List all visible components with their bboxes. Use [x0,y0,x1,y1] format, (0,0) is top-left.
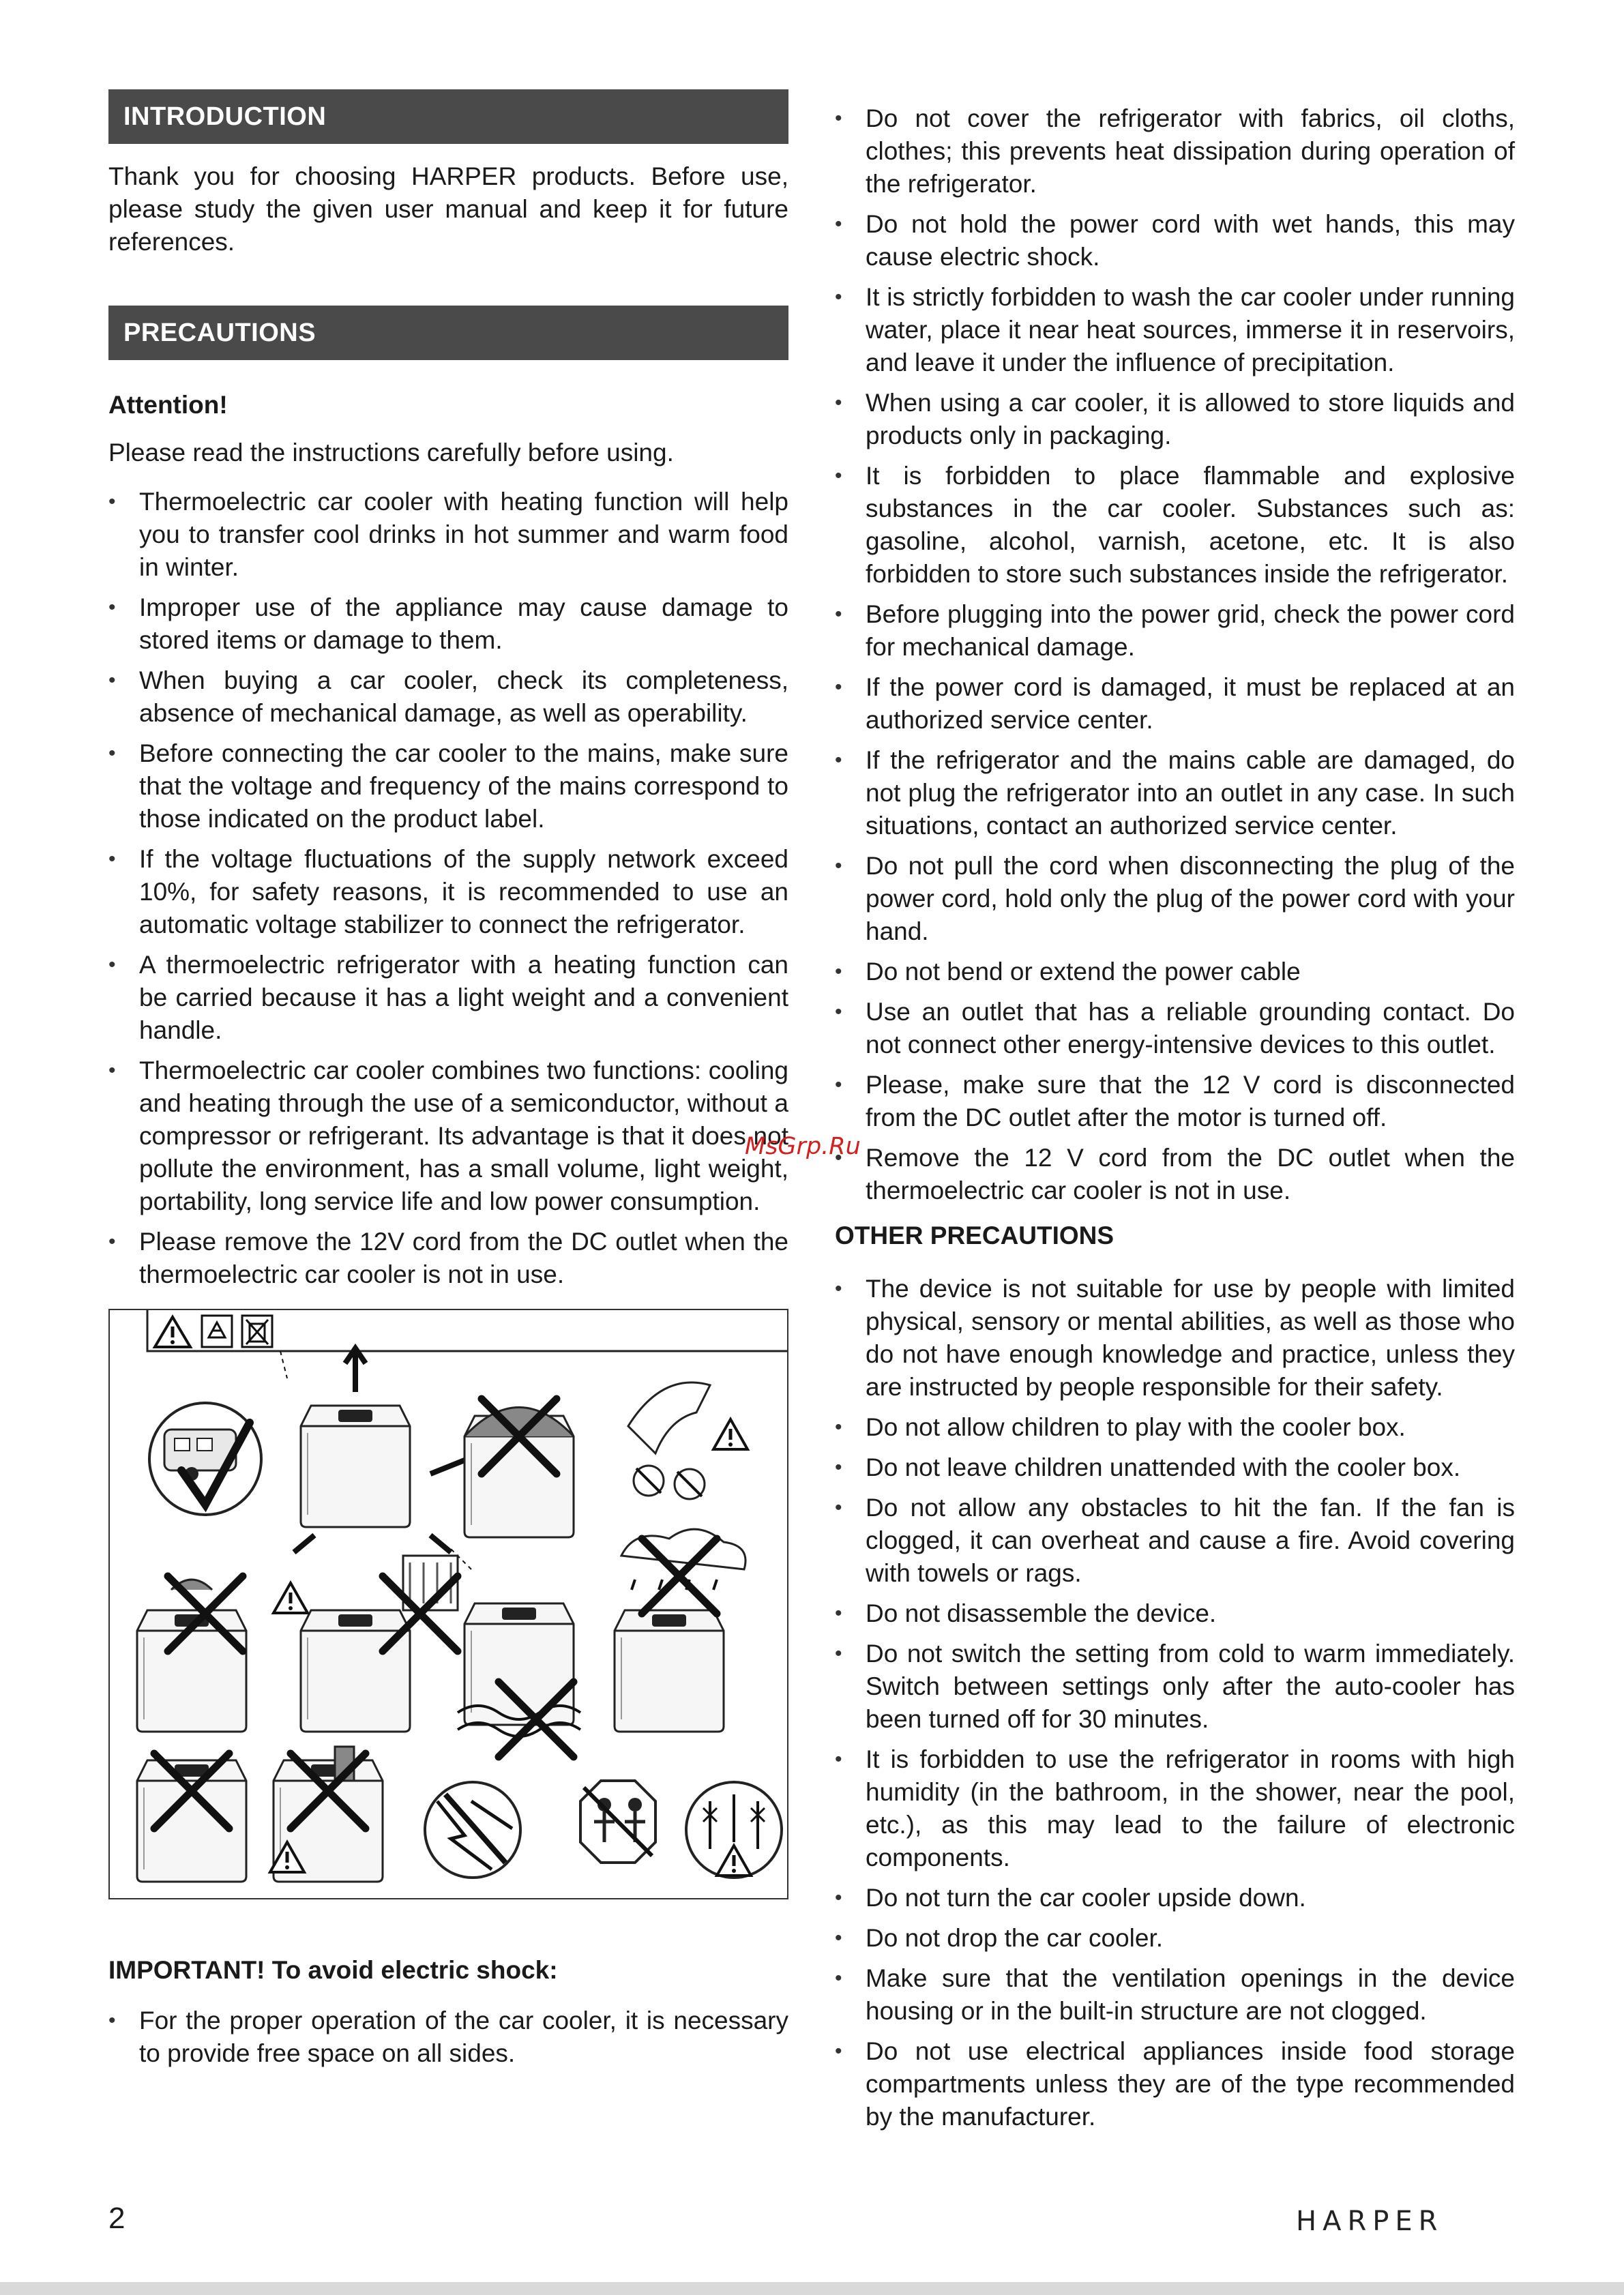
shock-heading: IMPORTANT! To avoid electric shock: [108,1956,558,1984]
shock-list-left [108,2004,788,2070]
list-item: • Make sure that the ventilation openings in the device housing or in the built-in structure are not clogged. [835,1962,1515,2028]
list-item: • Do not bend or extend the power cable [835,956,1515,988]
list-item: • A thermoelectric refrigerator with a heating function can be carried because it has a light weight and a convenient handle. [108,949,788,1047]
list-item: • Do not disassemble the device. [835,1597,1515,1630]
no-immerse-pictogram [458,1603,580,1757]
list-item: • For the proper operation of the car cooler, it is necessary to provide free space on all sides. [108,2004,788,2070]
list-item: • When using a car cooler, it is allowed to store liquids and products only in packaging. [835,387,1515,452]
no-liquids-pictogram [137,1576,246,1732]
list-item: • It is strictly forbidden to wash the car cooler under running water, place it near heat sources, immerse it in reservoirs, and leave it under the influence of precipitation. [835,281,1515,379]
list-item: • Please, make sure that the 12 V cord is disconnected from the DC outlet after the motor is turned off. [835,1069,1515,1134]
introduction-heading: INTRODUCTION [108,89,788,144]
no-cover-pictogram [464,1399,574,1537]
precautions-heading: PRECAUTIONS [108,306,788,360]
brand-logo: HARPER [1296,2206,1444,2237]
list-item: • Remove the 12 V cord from the DC outlet when the thermoelectric car cooler is not in use. [835,1142,1515,1207]
list-item: • Do not pull the cord when disconnecting the plug of the power cord, hold only the plug of the power cord with your hand. [835,850,1515,948]
list-item: • If the power cord is damaged, it must be replaced at an authorized service center. [835,671,1515,737]
list-item: • When buying a car cooler, check its completeness, absence of mechanical damage, as well as operability. [108,664,788,730]
camper-ok-pictogram [149,1403,261,1515]
list-item: • It is forbidden to use the refrigerator in rooms with high humidity (in the bathroom, in the shower, near the pool, etc.), as this may lead to the failure of electronic components. [835,1743,1515,1874]
no-upside-down-pictogram [137,1753,246,1882]
list-item: • Thermoelectric car cooler combines two functions: cooling and heating through the use of a semiconductor, without a compressor or refrigerant. Its advantage is that it does not pollute the environment, has a small volume, light weight, portability, long service life and low power consumption. [108,1054,788,1218]
right-column [835,102,1515,2141]
safety-warnings-figure [108,1309,788,1899]
precautions-list [108,486,788,1291]
list-item: • The device is not suitable for use by people with limited physical, sensory or mental abilities, as well as those who do not have enough knowledge and practice, unless they are instructed by people responsible for their safety. [835,1273,1515,1404]
no-disassemble-pictogram [580,1781,655,1863]
introduction-text: Thank you for choosing HARPER products. Before use, please study the given user manual and keep it for future references. [108,162,788,256]
page-number: 2 [108,2202,126,2235]
list-item: • It is forbidden to place flammable and explosive substances in the car cooler. Substances such as: gasoline, alcohol, varnish, acetone, etc. It is also forbidden to store such substances inside the refrigerator. [835,460,1515,591]
list-item: • Thermoelectric car cooler with heating function will help you to transfer cool drinks in hot summer and warm food in winter. [108,486,788,584]
list-item: • Please remove the 12V cord from the DC outlet when the thermoelectric car cooler is not in use. [108,1226,788,1291]
clearance-pictogram [280,1348,471,1569]
list-item: • If the voltage fluctuations of the supply network exceed 10%, for safety reasons, it is recommended to use an automatic voltage stabilizer to connect the refrigerator. [108,843,788,941]
no-flammable-pictogram [270,1747,383,1882]
list-item: • Do not hold the power cord with wet hands, this may cause electric shock. [835,208,1515,273]
list-item: • Do not turn the car cooler upside down. [835,1882,1515,1914]
list-item: • Do not drop the car cooler. [835,1922,1515,1955]
attention-label: Attention! [108,391,228,419]
other-precautions-list [835,1273,1515,2133]
bottom-edge [0,2282,1624,2295]
left-column [108,89,788,2077]
recycle-icon [202,1316,232,1347]
list-item: • Improper use of the appliance may cause damage to stored items or damage to them. [108,591,788,657]
no-plug-pictogram [686,1782,782,1878]
safety-pictograms [110,1310,787,1898]
list-item: • If the refrigerator and the mains cable are damaged, do not plug the refrigerator into an outlet in any case. In such situations, contact an authorized service center. [835,744,1515,842]
list-item: • Do not switch the setting from cold to warm immediately. Switch between settings only after the auto-cooler has been turned off for 30 minutes. [835,1638,1515,1736]
other-precautions-heading: OTHER PRECAUTIONS [835,1221,1114,1249]
watermark: MsGrp.Ru [745,1133,861,1160]
no-heat-source-pictogram [274,1556,458,1732]
precautions-intro: Please read the instructions carefully before using. [108,439,674,467]
list-item: • Before plugging into the power grid, check the power cord for mechanical damage. [835,598,1515,664]
shock-list-right [835,102,1515,1207]
list-item: • Do not use electrical appliances inside food storage compartments unless they are of the type recommended by the manufacturer. [835,2035,1515,2133]
crossed-bin-icon [242,1316,272,1347]
list-item: • Do not cover the refrigerator with fabrics, oil cloths, clothes; this prevents heat dissipation during operation of the refrigerator. [835,102,1515,201]
warning-triangle-icon [155,1317,190,1347]
no-wet-hands-pictogram [628,1382,748,1499]
no-damaged-cord-pictogram [425,1782,520,1878]
list-item: • Do not allow children to play with the cooler box. [835,1411,1515,1444]
list-item: • Use an outlet that has a reliable grounding contact. Do not connect other energy-intensive devices to this outlet. [835,996,1515,1061]
list-item: • Do not leave children unattended with the cooler box. [835,1451,1515,1484]
list-item: • Do not allow any obstacles to hit the fan. If the fan is clogged, it can overheat and cause a fire. Avoid covering with towels or rags. [835,1492,1515,1590]
no-rain-pictogram [615,1529,745,1732]
list-item: • Before connecting the car cooler to the mains, make sure that the voltage and frequency of the mains correspond to those indicated on the product label. [108,737,788,835]
